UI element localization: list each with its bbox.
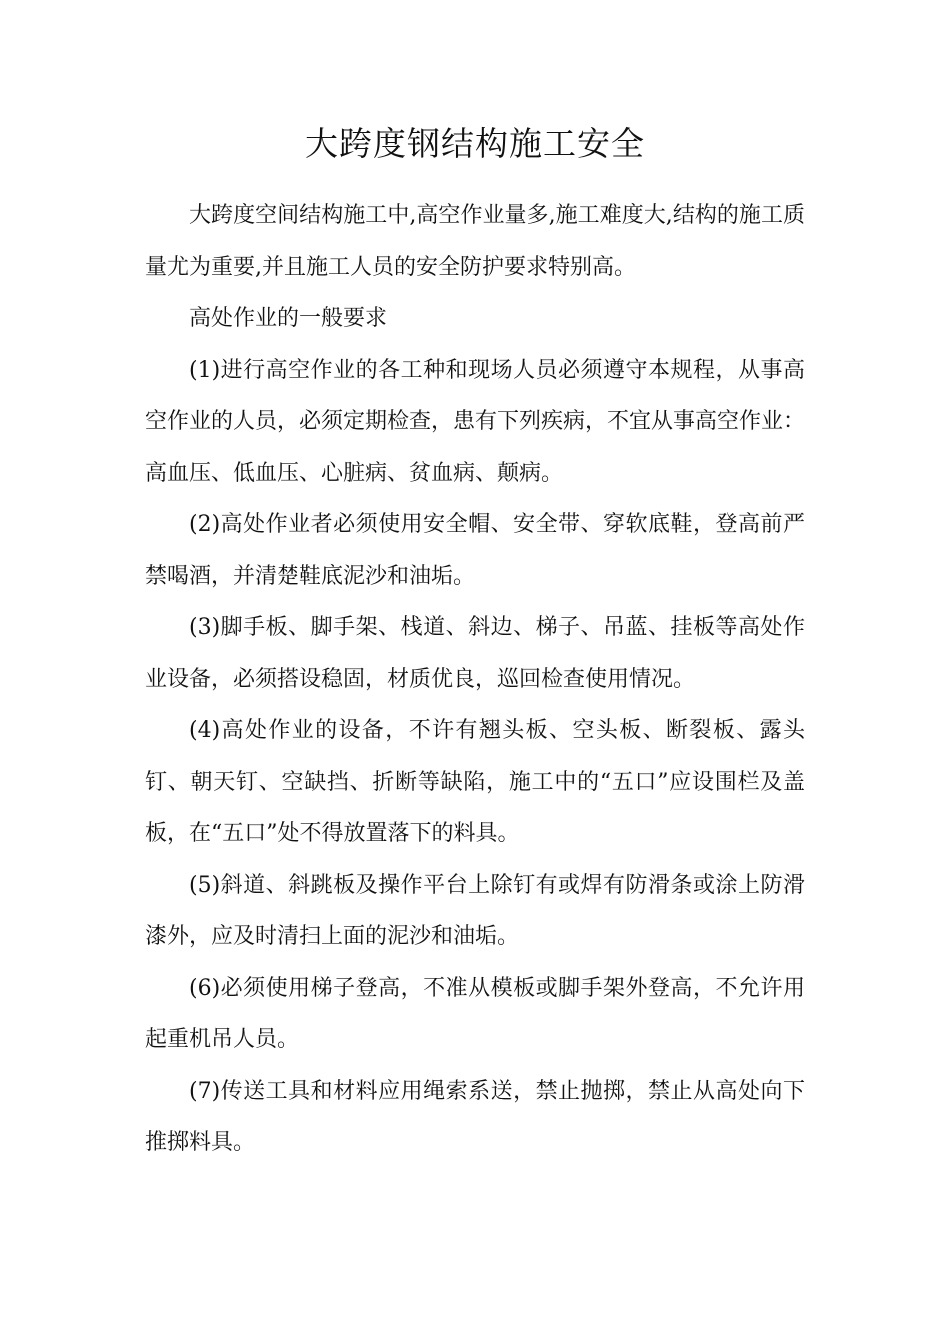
document-body	[145, 190, 805, 1169]
section-heading-general-requirements: 高处作业的一般要求	[189, 306, 388, 331]
paragraph-intro: 大跨度空间结构施工中,高空作业量多,施工难度大,结构的施工质量尤为重要,并且施工人员的安全防护要求特别高。	[145, 203, 805, 280]
paragraph-item-1: (1)进行高空作业的各工种和现场人员必须遵守本规程，从事高空作业的人员，必须定期检查，患有下列疾病，不宜从事高空作业：高血压、低血压、心脏病、贫血病、颠病。	[145, 357, 806, 486]
paragraph-item-3: (3)脚手板、脚手架、栈道、斜边、梯子、吊蓝、挂板等高处作业设备，必须搭设稳固，材质优良，巡回检查使用情况。	[145, 615, 805, 692]
paragraph-item-5: (5)斜道、斜跳板及操作平台上除钉有或焊有防滑条或涂上防滑漆外，应及时清扫上面的泥沙和油垢。	[145, 872, 805, 949]
paragraph-item-4: (4)高处作业的设备，不许有翘头板、空头板、断裂板、露头钉、朝天钉、空缺挡、折断等缺陷，施工中的“五口”应设围栏及盖板，在“五口”处不得放置落下的料具。	[145, 718, 805, 846]
paragraph-item-6: (6)必须使用梯子登高，不准从模板或脚手架外登高，不允许用起重机吊人员。	[145, 975, 805, 1052]
paragraph-item-7: (7)传送工具和材料应用绳索系送，禁止抛掷，禁止从高处向下推掷料具。	[145, 1078, 805, 1155]
document-title: 大跨度钢结构施工安全	[305, 124, 645, 163]
paragraph-item-2: (2)高处作业者必须使用安全帽、安全带、穿软底鞋，登高前严禁喝酒，并清楚鞋底泥沙和油垢。	[145, 512, 805, 589]
